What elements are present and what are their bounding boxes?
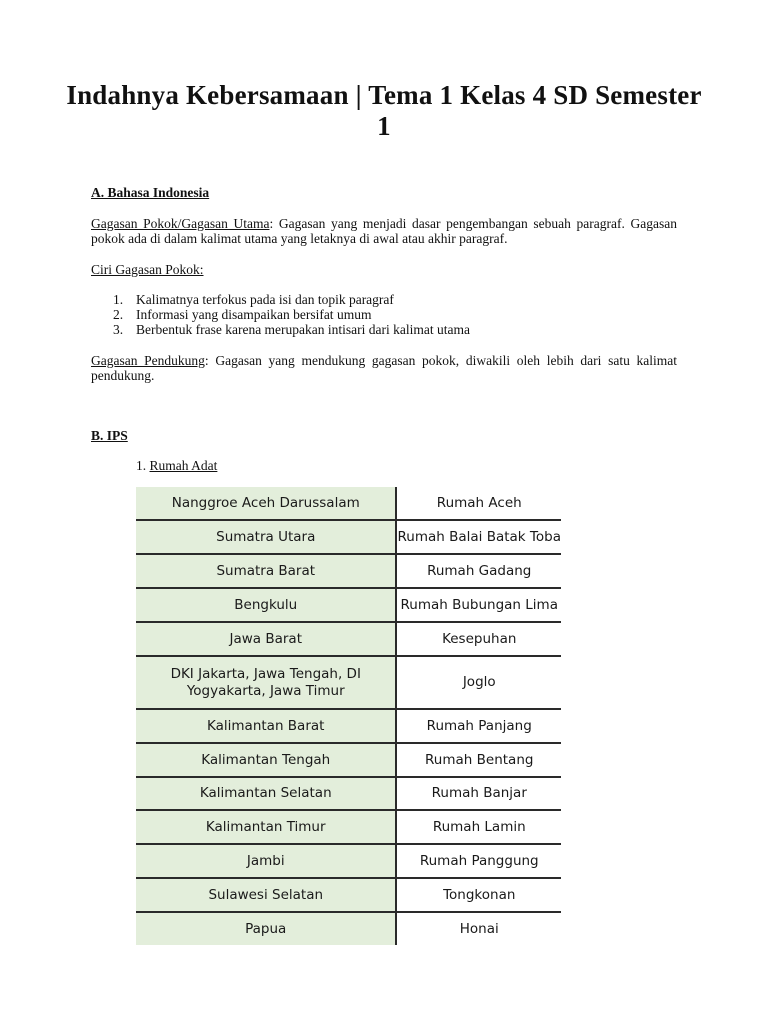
section-a-heading: A. Bahasa Indonesia [91, 185, 210, 200]
province-cell: Jawa Barat [136, 622, 396, 656]
house-cell: Rumah Bubungan Lima [396, 588, 561, 622]
gagasan-pokok-paragraph [91, 216, 677, 246]
table-row [136, 777, 561, 810]
province-cell: Bengkulu [136, 588, 396, 622]
gagasan-pokok-term: Gagasan Pokok/Gagasan Utama [91, 216, 270, 231]
province-cell: Kalimantan Tengah [136, 743, 396, 777]
list-item: 3. Berbentuk frase karena merupakan intisari dari kalimat utama [113, 322, 470, 337]
house-cell: Rumah Gadang [396, 554, 561, 588]
table-row [136, 554, 561, 588]
rumah-adat-subheading: 1. Rumah Adat [136, 458, 218, 473]
gagasan-pokok-definition: : Gagasan yang menjadi dasar pengembangan sebuah paragraf. Gagasan pokok ada di dalam kalimat utama yang letaknya di awal atau akhir paragraf. [91, 216, 677, 246]
table-row [136, 810, 561, 844]
province-cell: Kalimantan Selatan [136, 777, 396, 810]
gagasan-pendukung-definition: : Gagasan yang mendukung gagasan pokok, diwakili oleh lebih dari satu kalimat pendukung. [91, 353, 677, 383]
gagasan-pendukung-term: Gagasan Pendukung [91, 353, 205, 368]
rumah-adat-table [136, 487, 561, 945]
table-row [136, 912, 561, 945]
house-cell: Rumah Panggung [396, 844, 561, 878]
house-cell: Rumah Aceh [396, 487, 561, 520]
province-cell: Sulawesi Selatan [136, 878, 396, 912]
house-cell: Rumah Bentang [396, 743, 561, 777]
ciri-gagasan-pokok-heading: Ciri Gagasan Pokok: [91, 262, 204, 277]
house-cell: Kesepuhan [396, 622, 561, 656]
province-cell: Kalimantan Timur [136, 810, 396, 844]
house-cell: Honai [396, 912, 561, 945]
house-cell: Tongkonan [396, 878, 561, 912]
ciri-gagasan-pokok-list [91, 292, 677, 337]
province-cell: Nanggroe Aceh Darussalam [136, 487, 396, 520]
section-b-heading: B. IPS [91, 428, 128, 443]
table-row [136, 622, 561, 656]
house-cell: Joglo [396, 656, 561, 709]
province-cell: Papua [136, 912, 396, 945]
table-row [136, 743, 561, 777]
list-item: 1. Kalimatnya terfokus pada isi dan topik paragraf [113, 292, 394, 307]
table-row [136, 656, 561, 709]
table-row [136, 487, 561, 520]
house-cell: Rumah Panjang [396, 709, 561, 743]
province-cell: Sumatra Barat [136, 554, 396, 588]
house-cell: Rumah Balai Batak Toba [396, 520, 561, 554]
list-item: 2. Informasi yang disampaikan bersifat umum [113, 307, 372, 322]
province-cell: DKI Jakarta, Jawa Tengah, DI Yogyakarta, Jawa Timur [136, 656, 396, 709]
house-cell: Rumah Banjar [396, 777, 561, 810]
gagasan-pendukung-paragraph [91, 353, 677, 383]
table-row [136, 588, 561, 622]
table-row [136, 520, 561, 554]
province-cell: Jambi [136, 844, 396, 878]
house-cell: Rumah Lamin [396, 810, 561, 844]
table-row [136, 844, 561, 878]
table-row [136, 878, 561, 912]
province-cell: Sumatra Utara [136, 520, 396, 554]
document-title: Indahnya Kebersamaan | Tema 1 Kelas 4 SD Semester 1 [66, 80, 702, 141]
province-cell: Kalimantan Barat [136, 709, 396, 743]
table-row [136, 709, 561, 743]
